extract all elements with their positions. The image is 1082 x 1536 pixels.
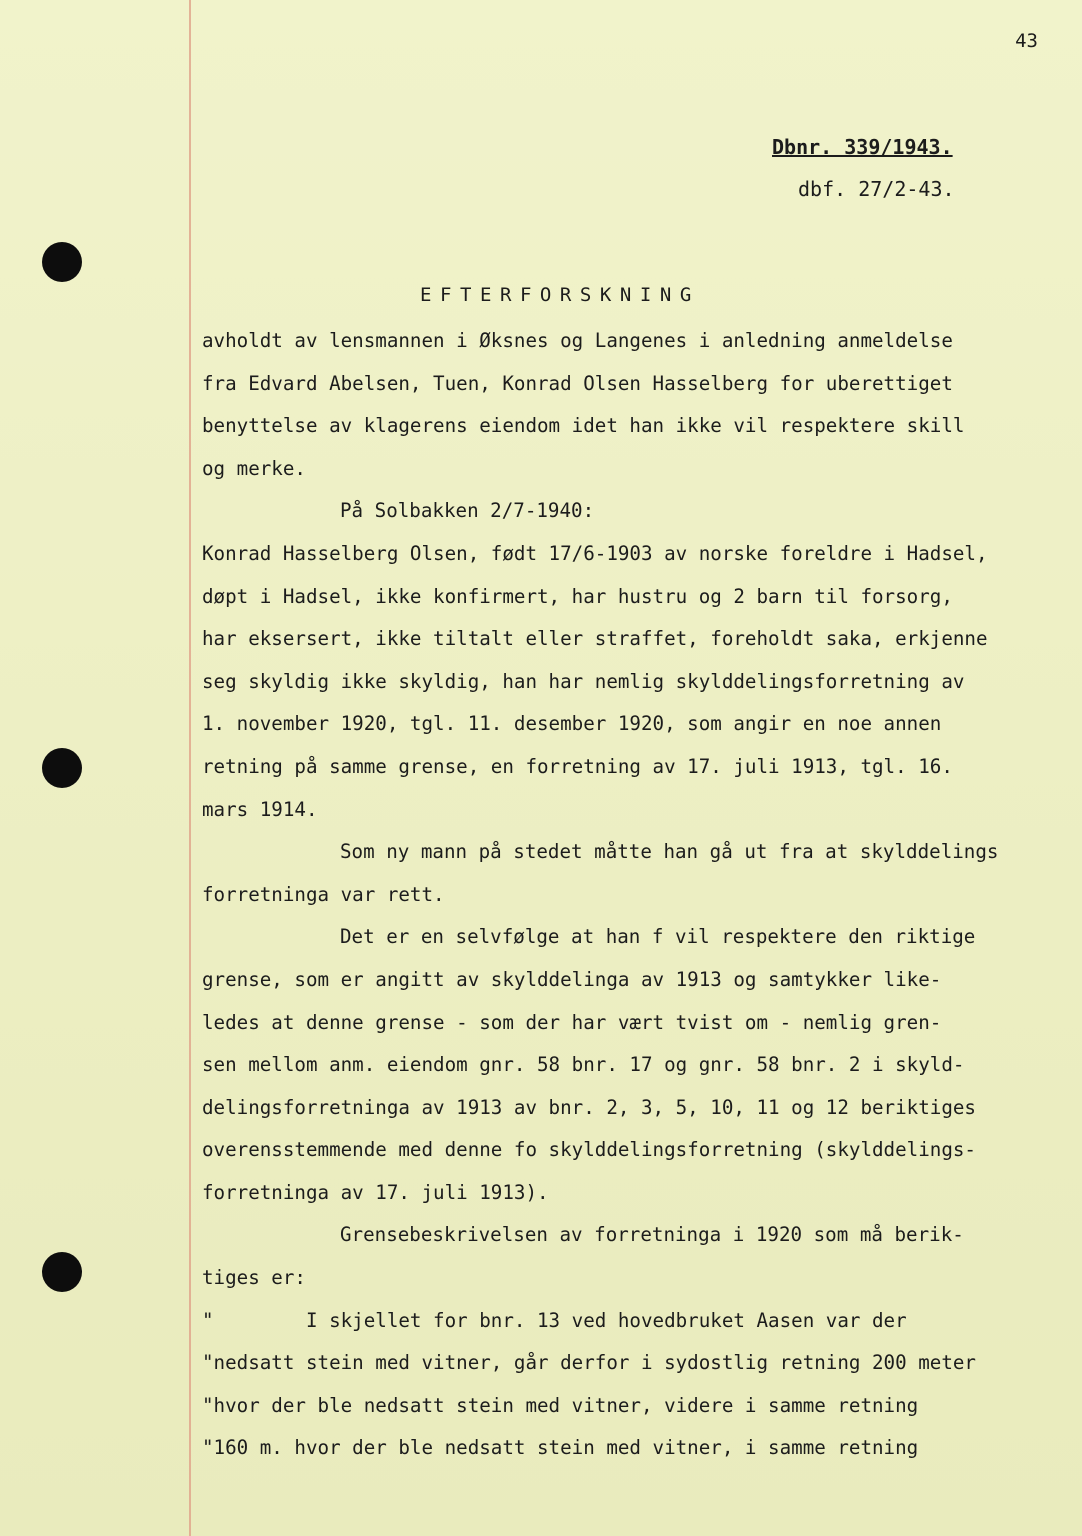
text-line: avholdt av lensmannen i Øksnes og Langenes i anledning anmeldelse xyxy=(202,329,953,352)
text-line: Grensebeskrivelsen av forretninga i 1920 som må berik- xyxy=(340,1223,964,1247)
text-line: retning på samme grense, en forretning av 17. juli 1913, tgl. 16. xyxy=(202,754,953,778)
text-line: ledes at denne grense - som der har vært tvist om - nemlig gren- xyxy=(202,1010,942,1034)
text-line: På Solbakken 2/7-1940: xyxy=(340,499,595,523)
text-line: delingsforretninga av 1913 av bnr. 2, 3, 5, 10, 11 og 12 beriktiges xyxy=(202,1095,976,1119)
punch-hole xyxy=(42,1252,82,1292)
punch-hole xyxy=(42,748,82,788)
dbf-reference: dbf. 27/2-43. xyxy=(798,177,955,201)
document-body xyxy=(202,320,1062,1470)
text-line: døpt i Hadsel, ikke konfirmert, har hustru og 2 barn til forsorg, xyxy=(202,584,953,608)
text-line: mars 1914. xyxy=(202,797,318,821)
punch-hole xyxy=(42,242,82,282)
text-line: Som ny mann på stedet måtte han gå ut fra at skylddelings xyxy=(340,840,999,864)
text-line: Konrad Hasselberg Olsen, født 17/6-1903 av norske foreldre i Hadsel, xyxy=(202,541,988,565)
document-heading: EFTERFORSKNING xyxy=(420,284,700,306)
text-line: 1. november 1920, tgl. 11. desember 1920, som angir en noe annen xyxy=(202,712,942,736)
text-line: benyttelse av klagerens eiendom idet han ikke vil respektere skill xyxy=(202,414,965,438)
text-line: forretninga var rett. xyxy=(202,882,445,906)
page-number: 43 xyxy=(1015,30,1038,52)
text-line: tiges er: xyxy=(202,1266,306,1290)
text-line: overensstemmende med denne fo skylddelingsforretning (skylddelings- xyxy=(202,1138,976,1162)
text-line: "hvor der ble nedsatt stein med vitner, videre i samme retning xyxy=(202,1393,919,1417)
text-line: "160 m. hvor der ble nedsatt stein med vitner, i samme retning xyxy=(202,1436,919,1460)
text-line: sen mellom anm. eiendom gnr. 58 bnr. 17 og gnr. 58 bnr. 2 i skyld- xyxy=(202,1053,965,1077)
text-line: Det er en selvfølge at han f vil respektere den riktige xyxy=(340,925,976,949)
margin-line xyxy=(189,0,191,1536)
dbnr-reference: Dbnr. 339/1943. xyxy=(772,135,953,159)
text-line: seg skyldig ikke skyldig, han har nemlig skylddelingsforretning av xyxy=(202,669,965,693)
text-line: " I skjellet for bnr. 13 ved hovedbruket Aasen var der xyxy=(202,1308,907,1332)
text-line: "nedsatt stein med vitner, går derfor i sydostlig retning 200 meter xyxy=(202,1351,976,1375)
text-line: og merke. xyxy=(202,456,306,480)
text-line: har eksersert, ikke tiltalt eller straffet, foreholdt saka, erkjenne xyxy=(202,627,988,651)
text-line: grense, som er angitt av skylddelinga av 1913 og samtykker like- xyxy=(202,967,942,991)
text-line: fra Edvard Abelsen, Tuen, Konrad Olsen Hasselberg for uberettiget xyxy=(202,371,953,395)
text-line: forretninga av 17. juli 1913). xyxy=(202,1180,549,1204)
